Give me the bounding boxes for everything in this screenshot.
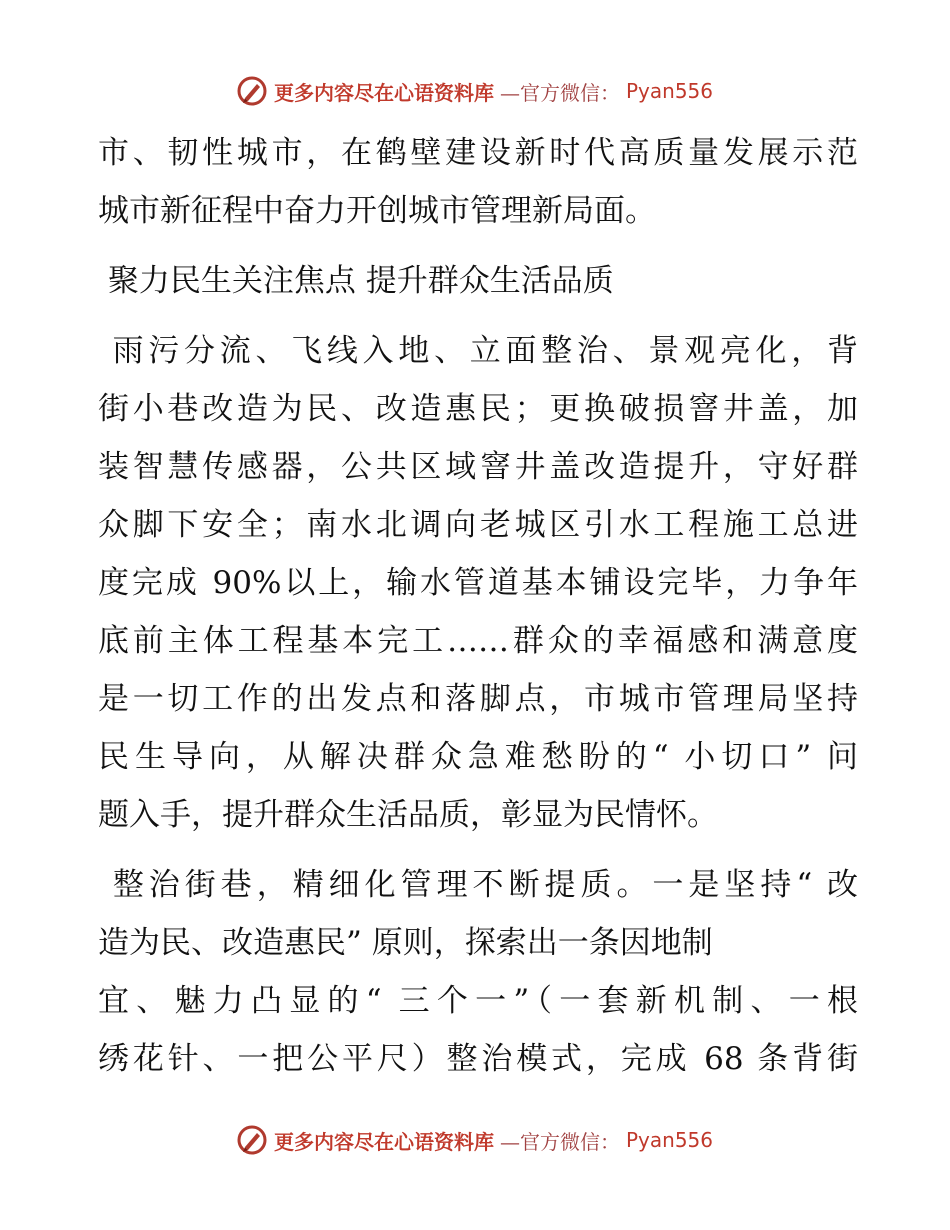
pen-logo-icon <box>236 1124 268 1156</box>
text-line: 雨污分流、飞线入地、立面整治、景观亮化，背 <box>98 333 858 369</box>
header-watermark <box>236 74 713 108</box>
text-line: 聚力民生关注焦点 提升群众生活品质 <box>98 263 614 299</box>
text-line: 底前主体工程基本完工……群众的幸福感和满意度 <box>98 623 858 659</box>
section-heading <box>98 252 858 310</box>
pen-logo-icon <box>236 75 268 107</box>
text-line: 民生导向，从解决群众急难愁盼的“ 小切口” 问 <box>98 739 858 775</box>
text-line: 是一切工作的出发点和落脚点，市城市管理局坚持 <box>98 681 858 717</box>
footer-banner-wechat: —官方微信： <box>500 1129 620 1154</box>
text-line: 市、韧性城市，在鹤壁建设新时代高质量发展示范 <box>98 135 858 171</box>
text-line: 题入手，提升群众生活品质，彰显为民情怀。 <box>98 797 718 833</box>
text-line: 众脚下安全；南水北调向老城区引水工程施工总进 <box>98 507 858 543</box>
footer-watermark <box>236 1123 713 1157</box>
text-line: 城市新征程中奋力开创城市管理新局面。 <box>98 193 656 229</box>
article-body <box>98 124 858 1088</box>
text-line: 街小巷改造为民、改造惠民；更换破损窨井盖，加 <box>98 391 858 427</box>
header-banner-wechat: —官方微信： <box>500 80 620 105</box>
text-line: 造为民、改造惠民” 原则，探索出一条因地制 <box>98 925 713 961</box>
paragraph <box>98 322 858 844</box>
text-line: 宜、魅力凸显的“ 三个一”（一套新机制、一根 <box>98 983 858 1019</box>
text-line: 绣花针、一把公平尺）整治模式，完成 68 条背街 <box>98 1041 858 1077</box>
footer-banner-id: Pyan556 <box>626 1128 714 1152</box>
text-line: 整治街巷，精细化管理不断提质。一是坚持“ 改 <box>98 867 858 903</box>
text-line: 装智慧传感器，公共区域窨井盖改造提升，守好群 <box>98 449 858 485</box>
header-banner-title: 更多内容尽在心语资料库 <box>274 80 494 105</box>
footer-banner-title: 更多内容尽在心语资料库 <box>274 1129 494 1154</box>
header-banner-id: Pyan556 <box>626 79 714 103</box>
text-line: 度完成 90%以上，输水管道基本铺设完毕，力争年 <box>98 565 858 601</box>
paragraph <box>98 124 858 240</box>
paragraph <box>98 856 858 1088</box>
